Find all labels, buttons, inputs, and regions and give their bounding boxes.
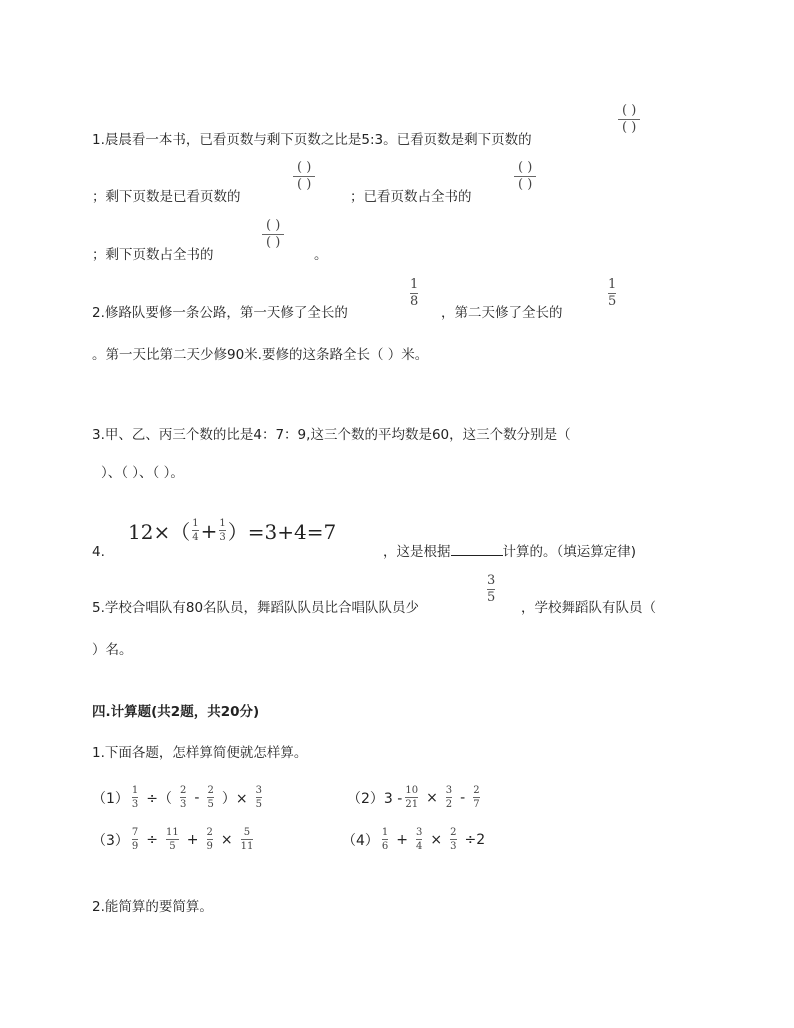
operator: ÷ xyxy=(146,831,159,848)
q2-fraction-1-8 xyxy=(410,278,418,309)
fraction xyxy=(132,785,138,810)
fraction-numerator: ( ) xyxy=(622,103,637,118)
section4-heading: 四.计算题(共2题，共20分) xyxy=(92,704,260,720)
fraction-denominator: 3 xyxy=(131,799,139,810)
fraction xyxy=(132,827,138,852)
q4-tail-a: ，这是根据 xyxy=(383,544,451,560)
fraction-numerator: 1 xyxy=(381,827,389,838)
fraction-numerator: 1 xyxy=(192,518,199,529)
calc-expression-1 xyxy=(92,785,265,810)
q4-fraction-1-4 xyxy=(192,518,198,543)
operator: ÷（ xyxy=(146,790,173,807)
fraction-numerator: 11 xyxy=(166,827,179,838)
q2-line2: 。第一天比第二天少修90米.要修的这条路全长（ ）米。 xyxy=(92,347,429,363)
fraction-denominator: 4 xyxy=(192,532,199,543)
expr-label: （4） xyxy=(342,832,379,849)
fraction-denominator: 6 xyxy=(381,841,389,852)
q3-line1: 3.甲、乙、丙三个数的比是4：7：9,这三个数的平均数是60，这三个数分别是（ xyxy=(92,427,571,443)
fraction-numerator: 5 xyxy=(243,827,251,838)
q1-blank-fraction-3[interactable] xyxy=(518,161,532,192)
operator: + xyxy=(186,831,199,848)
fraction-bar xyxy=(382,839,388,840)
fraction xyxy=(382,827,388,852)
fraction-bar xyxy=(207,797,213,798)
operator: × xyxy=(430,831,443,848)
q4-tail-b: 计算的。（填运算定律) xyxy=(502,544,637,560)
fraction xyxy=(256,785,262,810)
fraction-bar xyxy=(207,839,213,840)
q1-blank-fraction-2[interactable] xyxy=(297,161,311,192)
q4-plus: + xyxy=(200,518,218,543)
fraction-numerator: 3 xyxy=(416,827,423,838)
fraction-denominator: 2 xyxy=(445,799,453,810)
q1-line3a: ；剩下页数占全书的 xyxy=(92,247,214,263)
fraction-numerator: ( ) xyxy=(266,218,281,233)
fraction xyxy=(450,827,456,852)
fraction-bar xyxy=(219,530,225,531)
fraction-bar xyxy=(132,797,138,798)
fraction-denominator: 3 xyxy=(219,532,226,543)
operator: + xyxy=(396,831,409,848)
fraction-denominator: ( ) xyxy=(518,177,533,192)
fraction-numerator: 3 xyxy=(255,785,262,796)
fraction-denominator: 3 xyxy=(450,841,457,852)
calc-expression-3 xyxy=(92,827,256,852)
fraction-denominator: 11 xyxy=(240,841,254,852)
fraction xyxy=(446,785,452,810)
q4-number: 4. xyxy=(92,544,105,560)
fraction-numerator: 2 xyxy=(207,785,214,796)
operator: × xyxy=(426,789,438,806)
fraction xyxy=(416,827,422,852)
fraction-bar xyxy=(405,797,418,798)
fraction-bar xyxy=(166,839,179,840)
fraction-numerator: ( ) xyxy=(518,160,533,175)
q2-line1b: ，第二天修了全长的 xyxy=(441,305,563,321)
fraction-numerator: 1 xyxy=(410,277,419,292)
fraction-numerator: 2 xyxy=(180,785,187,796)
fraction-bar xyxy=(180,797,186,798)
q5-line1a: 5.学校合唱队有80名队员，舞蹈队队员比合唱队队员少 xyxy=(92,600,420,616)
fraction-denominator: ( ) xyxy=(622,120,637,135)
fraction-numerator: 2 xyxy=(206,827,213,838)
expr-label: （1） xyxy=(92,790,129,807)
fraction-numerator: 10 xyxy=(405,785,419,796)
q4-expression xyxy=(128,516,336,545)
fraction-denominator: 4 xyxy=(416,841,423,852)
q2-fraction-1-5 xyxy=(608,278,616,309)
fraction-denominator: 5 xyxy=(608,294,617,309)
fraction-numerator: 7 xyxy=(131,827,139,838)
q1-line3-period: 。 xyxy=(314,247,328,263)
section4-q1: 1.下面各题，怎样算简便就怎样算。 xyxy=(92,745,308,761)
fraction-numerator: 1 xyxy=(219,518,226,529)
operator: ÷2 xyxy=(464,831,486,848)
fraction-numerator: 1 xyxy=(608,277,617,292)
fraction-denominator: 5 xyxy=(255,799,262,810)
q1-line2b: ；已看页数占全书的 xyxy=(350,189,472,205)
fraction-numerator: 2 xyxy=(473,785,480,796)
fraction-bar xyxy=(192,530,198,531)
q1-line2a: ；剩下页数是已看页数的 xyxy=(92,189,241,205)
fraction-denominator: 9 xyxy=(206,841,213,852)
fraction xyxy=(405,785,418,810)
fraction-bar xyxy=(473,797,479,798)
q3-line2: ）、（ ）、（ ）。 xyxy=(101,465,184,481)
fraction-bar xyxy=(256,797,262,798)
fraction-bar xyxy=(416,839,422,840)
fraction-denominator: 7 xyxy=(473,799,480,810)
fraction-denominator: 5 xyxy=(487,590,496,605)
fraction-numerator: 3 xyxy=(445,785,453,796)
fraction-denominator: ( ) xyxy=(266,235,281,250)
q5-fraction-3-5 xyxy=(487,574,495,605)
operator: - xyxy=(194,789,200,806)
expr-label: （2）3 - xyxy=(347,790,403,807)
operator: ）× xyxy=(221,790,248,807)
fraction-denominator: ( ) xyxy=(297,177,312,192)
q5-line1b: ，学校舞蹈队有队员（ xyxy=(521,600,656,616)
expr-label: （3） xyxy=(92,832,129,849)
fraction-denominator: 5 xyxy=(207,799,214,810)
q1-blank-fraction-1[interactable] xyxy=(622,104,636,135)
fraction xyxy=(207,827,213,852)
fraction-numerator: 3 xyxy=(487,573,496,588)
q4-answer-blank[interactable] xyxy=(451,541,503,556)
fraction-bar xyxy=(446,797,452,798)
q4-tail xyxy=(383,541,636,561)
fraction-denominator: 3 xyxy=(180,799,187,810)
fraction-denominator: 9 xyxy=(131,841,139,852)
fraction-denominator: 8 xyxy=(410,294,419,309)
operator: × xyxy=(220,831,233,848)
q1-line1: 1.晨晨看一本书，已看页数与剩下页数之比是5:3。已看页数是剩下页数的 xyxy=(92,132,532,148)
fraction-numerator: 1 xyxy=(131,785,139,796)
calc-expression-4 xyxy=(342,827,490,852)
fraction xyxy=(241,827,254,852)
q2-line1a: 2.修路队要修一条公路，第一天修了全长的 xyxy=(92,305,348,321)
fraction xyxy=(207,785,213,810)
fraction xyxy=(166,827,179,852)
calc-expression-2 xyxy=(347,785,483,810)
q4-expr-right: ）=3+4=7 xyxy=(227,520,337,544)
fraction-denominator: 21 xyxy=(405,799,419,810)
q4-fraction-1-3 xyxy=(219,518,225,543)
fraction-bar xyxy=(241,839,254,840)
section4-q2: 2.能简算的要简算。 xyxy=(92,899,213,915)
q4-expr-left: 12×（ xyxy=(128,520,191,544)
fraction-bar xyxy=(132,839,138,840)
fraction-numerator: ( ) xyxy=(297,160,312,175)
fraction xyxy=(180,785,186,810)
operator: - xyxy=(460,789,466,806)
fraction xyxy=(473,785,479,810)
fraction-numerator: 2 xyxy=(450,827,457,838)
q1-blank-fraction-4[interactable] xyxy=(266,219,280,250)
fraction-bar xyxy=(450,839,456,840)
fraction-denominator: 5 xyxy=(169,841,176,852)
q5-line2: ）名。 xyxy=(92,642,133,658)
